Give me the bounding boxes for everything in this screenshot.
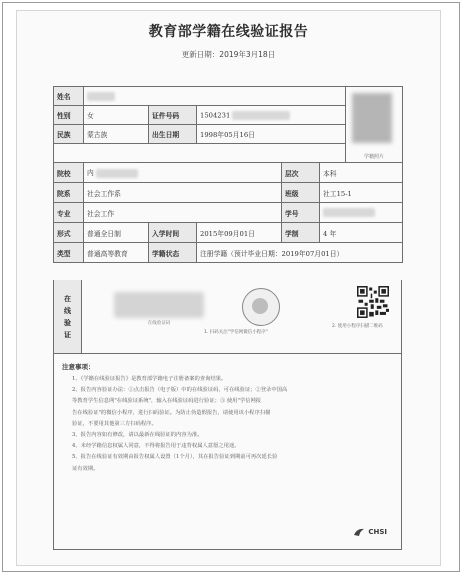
dob-label: 出生日期: [149, 125, 197, 144]
qr-code-icon[interactable]: [357, 286, 389, 318]
dob-value: 1998年05月16日: [197, 125, 346, 144]
notes-title: 注意事项：: [62, 363, 95, 371]
id-number-redacted: [232, 111, 290, 120]
student-id-label: 学号: [282, 203, 320, 223]
name-label: 姓名: [54, 87, 84, 106]
online-verification-section: [53, 280, 402, 354]
school-redacted: [96, 169, 138, 178]
note-item: 5、报告在线验证有效期由报告权属人设置（1个月），其在报告验证到期前可再次延长验: [72, 454, 278, 461]
id-number-text: 1504231: [200, 111, 231, 119]
note-item: 等教育学生信息网"在线验证系统"，输入在线验证码进行验证；③ 使用"学信网报: [72, 398, 262, 405]
type-label: 类型: [54, 243, 84, 263]
form-label: 形式: [54, 223, 84, 243]
note-item: 证有效期。: [72, 465, 99, 472]
status-label: 学籍状态: [149, 243, 197, 263]
report-document: [16, 10, 441, 566]
miniprogram-code-icon[interactable]: [242, 288, 280, 326]
major-label: 专业: [54, 203, 84, 223]
note-item: 告在线验证"的微信小程序，进行扫码验证。为防止伪造假报告，请使用该小程序扫描: [72, 409, 271, 416]
chsi-bird-icon: [353, 526, 365, 538]
note-item: 1、《学籍在线验证报告》是教育部学籍电子注册备案的查询结果。: [72, 376, 227, 382]
class-label: 班级: [282, 183, 320, 203]
verification-code-redacted: [114, 292, 204, 318]
type-value: 普通高等教育: [84, 243, 149, 263]
class-value: 社工15-1: [320, 183, 403, 203]
verification-code-caption: 在线验证码: [147, 321, 171, 326]
enroll-label: 入学时间: [149, 223, 197, 243]
student-id-redacted: [323, 208, 375, 217]
student-id-value: [320, 203, 403, 223]
verify-label-char: 证: [64, 330, 71, 339]
ethnicity-value: 蒙古族: [84, 125, 149, 144]
school-value: [84, 163, 282, 183]
photo-redacted: [352, 93, 392, 143]
id-number-value: [197, 106, 346, 125]
note-item: 4、未经学籍信息权属人同意，不得将报告用于违背权属人意愿之用途。: [72, 443, 240, 450]
school-text: 内: [87, 169, 94, 178]
department-value: 社会工作系: [84, 183, 282, 203]
enroll-value: 2015年09月01日: [197, 223, 282, 243]
photo-caption: 学籍照片: [364, 154, 385, 160]
student-photo: [346, 87, 403, 163]
chsi-logo: [353, 526, 387, 538]
notes-section: [53, 354, 402, 550]
major-value: 社会工作: [84, 203, 282, 223]
level-label: 层次: [282, 163, 320, 183]
duration-label: 学制: [282, 223, 320, 243]
verify-label-char: 在: [64, 294, 71, 303]
note-item: 验证，不要用其他第三方扫码程序。: [72, 420, 157, 427]
step1-note: 1. 扫码关注"学信网微信小程序": [204, 330, 268, 335]
duration-value: 4 年: [320, 223, 403, 243]
gender-label: 性别: [54, 106, 84, 125]
id-number-label: 证件号码: [149, 106, 197, 125]
department-label: 院系: [54, 183, 84, 203]
spacer-row: [54, 144, 346, 163]
status-value: 注册学籍（预计毕业日期：2019年07月01日）: [197, 243, 403, 263]
update-date: 更新日期：2019年3月18日: [181, 50, 276, 59]
form-value: 普通全日制: [84, 223, 149, 243]
student-info-table: [53, 86, 403, 263]
note-item: 3、报告内容如有修改，请以最新在线验证的内容为准。: [72, 432, 203, 439]
gender-value: 女: [84, 106, 149, 125]
step2-note: 2. 使用小程序扫描二维码: [332, 324, 383, 329]
chsi-logo-text: CHSI: [368, 528, 387, 536]
verify-label: [54, 280, 82, 353]
ethnicity-label: 民族: [54, 125, 84, 144]
name-value: [84, 87, 346, 106]
document-title: 教育部学籍在线验证报告: [148, 24, 309, 40]
notes-list: [62, 374, 394, 475]
verify-label-char: 线: [64, 306, 71, 315]
verify-label-char: 验: [64, 318, 71, 327]
name-redacted: [87, 92, 115, 101]
level-value: 本科: [320, 163, 403, 183]
school-label: 院校: [54, 163, 84, 183]
note-item: 2、报告内容验证办法：①点击报告（电子版）中的在线验证码，可在线验证；②登录中国高: [72, 387, 288, 394]
